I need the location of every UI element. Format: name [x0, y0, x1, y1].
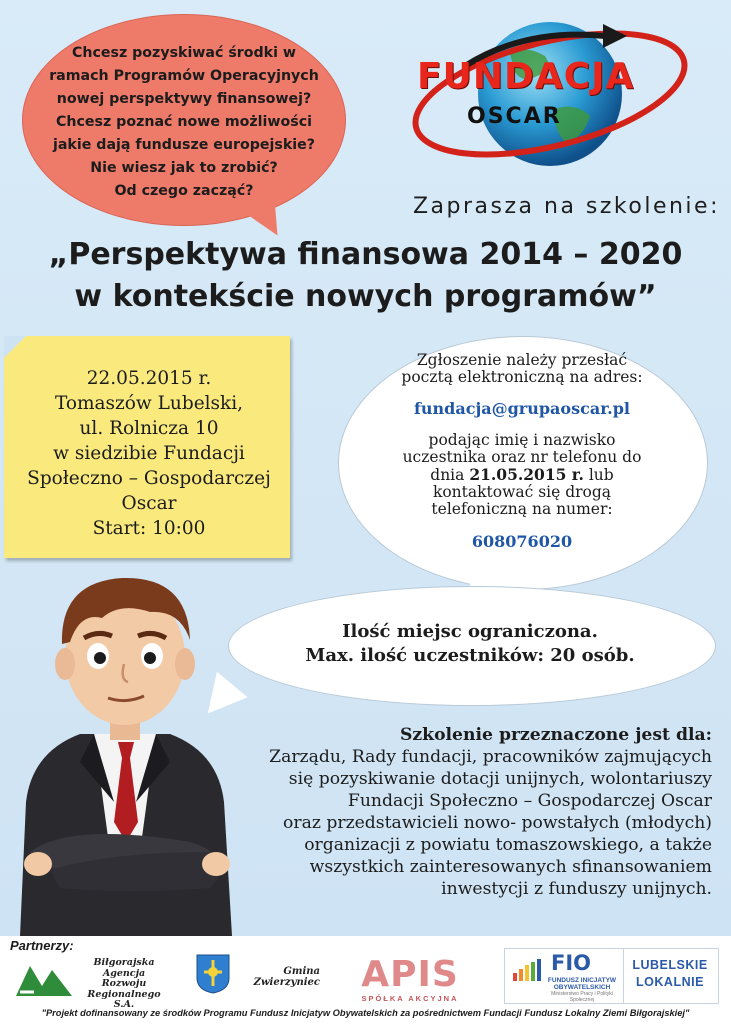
question-line: ramach Programów Operacyjnych	[49, 68, 319, 84]
question-bubble-text	[40, 42, 328, 203]
event-details-text	[14, 366, 284, 541]
fio-ministry: Ministerstwo Pracy i Polityki Społecznej	[551, 991, 613, 1003]
partners-label: Partnerzy:	[10, 938, 74, 953]
question-line: Od czego zacząć?	[114, 183, 254, 199]
barr-name	[84, 958, 164, 1011]
lub-line-2: LOKALNIE	[636, 975, 704, 989]
contact-intro: pocztą elektroniczną na adres:	[401, 368, 643, 386]
event-venue-line: Oscar	[121, 493, 177, 514]
logo-word-oscar: OSCAR	[467, 104, 562, 129]
contact-info	[360, 352, 684, 550]
barr-emblem-icon	[12, 956, 78, 1002]
fio-sub-line: FUNDUSZ INICJATYW	[547, 977, 617, 984]
lub-line-1: LUBELSKIE	[632, 958, 708, 972]
event-venue-line: Społeczno – Gospodarczej	[27, 468, 271, 489]
question-line: Chcesz poznać nowe możliwości	[56, 114, 312, 130]
funding-footnote: "Projekt dofinansowany ze środków Programu Fundusz Inicjatyw Obywatelskich za pośrednictwem Fundacji Fundusz Lokalny Ziemi Biłgorajskiej"	[41, 1008, 690, 1018]
partners-strip	[0, 936, 731, 1024]
target-line: oraz przedstawicieli nowo- powstałych (młodych)	[283, 813, 712, 833]
limited-line-2: Max. ilość uczestników: 20 osób.	[305, 645, 635, 666]
training-title	[0, 234, 731, 318]
title-line-2: w kontekście nowych programów”	[74, 279, 657, 314]
contact-email-link[interactable]: fundacja@grupaoscar.pl	[414, 399, 630, 418]
target-line: inwestycji z funduszy unijnych.	[441, 879, 712, 899]
gmina-line: Zwierzyniec	[253, 977, 320, 988]
question-line: nowej perspektywy finansowej?	[56, 91, 312, 107]
event-city: Tomaszów Lubelski,	[54, 393, 244, 414]
event-street: ul. Rolnicza 10	[79, 418, 219, 439]
note-folded-corner	[4, 336, 26, 358]
gmina-line: Gmina	[283, 966, 320, 977]
apis-word: APIS	[361, 954, 459, 995]
target-heading: Szkolenie przeznaczone jest dla:	[399, 725, 712, 745]
barr-line: Agencja Rozwoju	[101, 967, 147, 989]
coat-of-arms-icon	[196, 954, 230, 994]
deadline-prefix: dnia	[430, 466, 470, 484]
question-line: jakie dają fundusze europejskie?	[53, 137, 315, 153]
deadline-suffix: lub	[583, 466, 614, 484]
contact-body: kontaktować się drogą	[432, 483, 612, 501]
fio-word: FIO	[551, 951, 592, 975]
contact-intro: Zgłoszenie należy przesłać	[416, 351, 628, 369]
apis-subtitle: SPÓŁKA AKCYJNA	[361, 994, 459, 1003]
target-line: wszystkich zainteresowanych sfinansowaniem	[309, 857, 712, 877]
contact-body: telefoniczną na numer:	[431, 500, 613, 518]
target-line: Fundacji Społeczno – Gospodarczej Oscar	[347, 791, 712, 811]
deadline-date: 21.05.2015 r.	[469, 465, 584, 484]
contact-phone-link[interactable]: 608076020	[471, 532, 573, 551]
contact-body: podając imię i nazwisko	[428, 431, 616, 449]
question-line: Nie wiesz jak to zrobić?	[90, 160, 278, 176]
gmina-zwierzyniec-logo	[250, 966, 320, 988]
fundacja-oscar-logo	[405, 14, 705, 182]
logo-word-fundacja: FUNDACJA	[417, 56, 635, 97]
barr-line: Regionalnego S.A.	[87, 988, 161, 1010]
target-line: organizacji z powiatu tomaszowskiego, a także	[304, 835, 712, 855]
target-audience	[230, 724, 712, 900]
invitation-text: Zaprasza na szkolenie:	[412, 194, 720, 219]
barr-line: Biłgorajska	[93, 957, 155, 968]
target-line: Zarządu, Rady fundacji, pracowników zajmujących	[269, 747, 712, 767]
apis-partner-logo	[344, 954, 476, 1004]
target-line: się pozyskiwanie dotacji unijnych, wolontariuszy	[288, 769, 712, 789]
event-venue-line: w siedzibie Fundacji	[53, 443, 245, 464]
event-details-note	[4, 336, 290, 558]
fio-sub-line: OBYWATELSKICH	[553, 984, 611, 991]
contact-deadline	[360, 466, 684, 484]
fio-partner-logo	[504, 948, 624, 1004]
question-line: Chcesz pozyskiwać środki w	[71, 45, 297, 61]
event-date: 22.05.2015 r.	[86, 368, 212, 389]
barr-partner-logo	[12, 956, 162, 1010]
contact-body: uczestnika oraz nr telefonu do	[402, 448, 642, 466]
lubelskie-lokalnie-text	[622, 957, 718, 991]
event-start-time: Start: 10:00	[92, 518, 206, 539]
fio-subtitle	[543, 977, 621, 991]
limited-line-1: Ilość miejsc ograniczona.	[342, 621, 598, 642]
title-line-1: „Perspektywa finansowa 2014 – 2020	[48, 237, 683, 272]
fio-bars-icon	[513, 959, 543, 981]
globe-icon	[405, 14, 705, 182]
businessman-illustration	[10, 552, 240, 936]
lubelskie-lokalnie-logo	[622, 948, 719, 1004]
limited-places-text	[240, 620, 700, 668]
